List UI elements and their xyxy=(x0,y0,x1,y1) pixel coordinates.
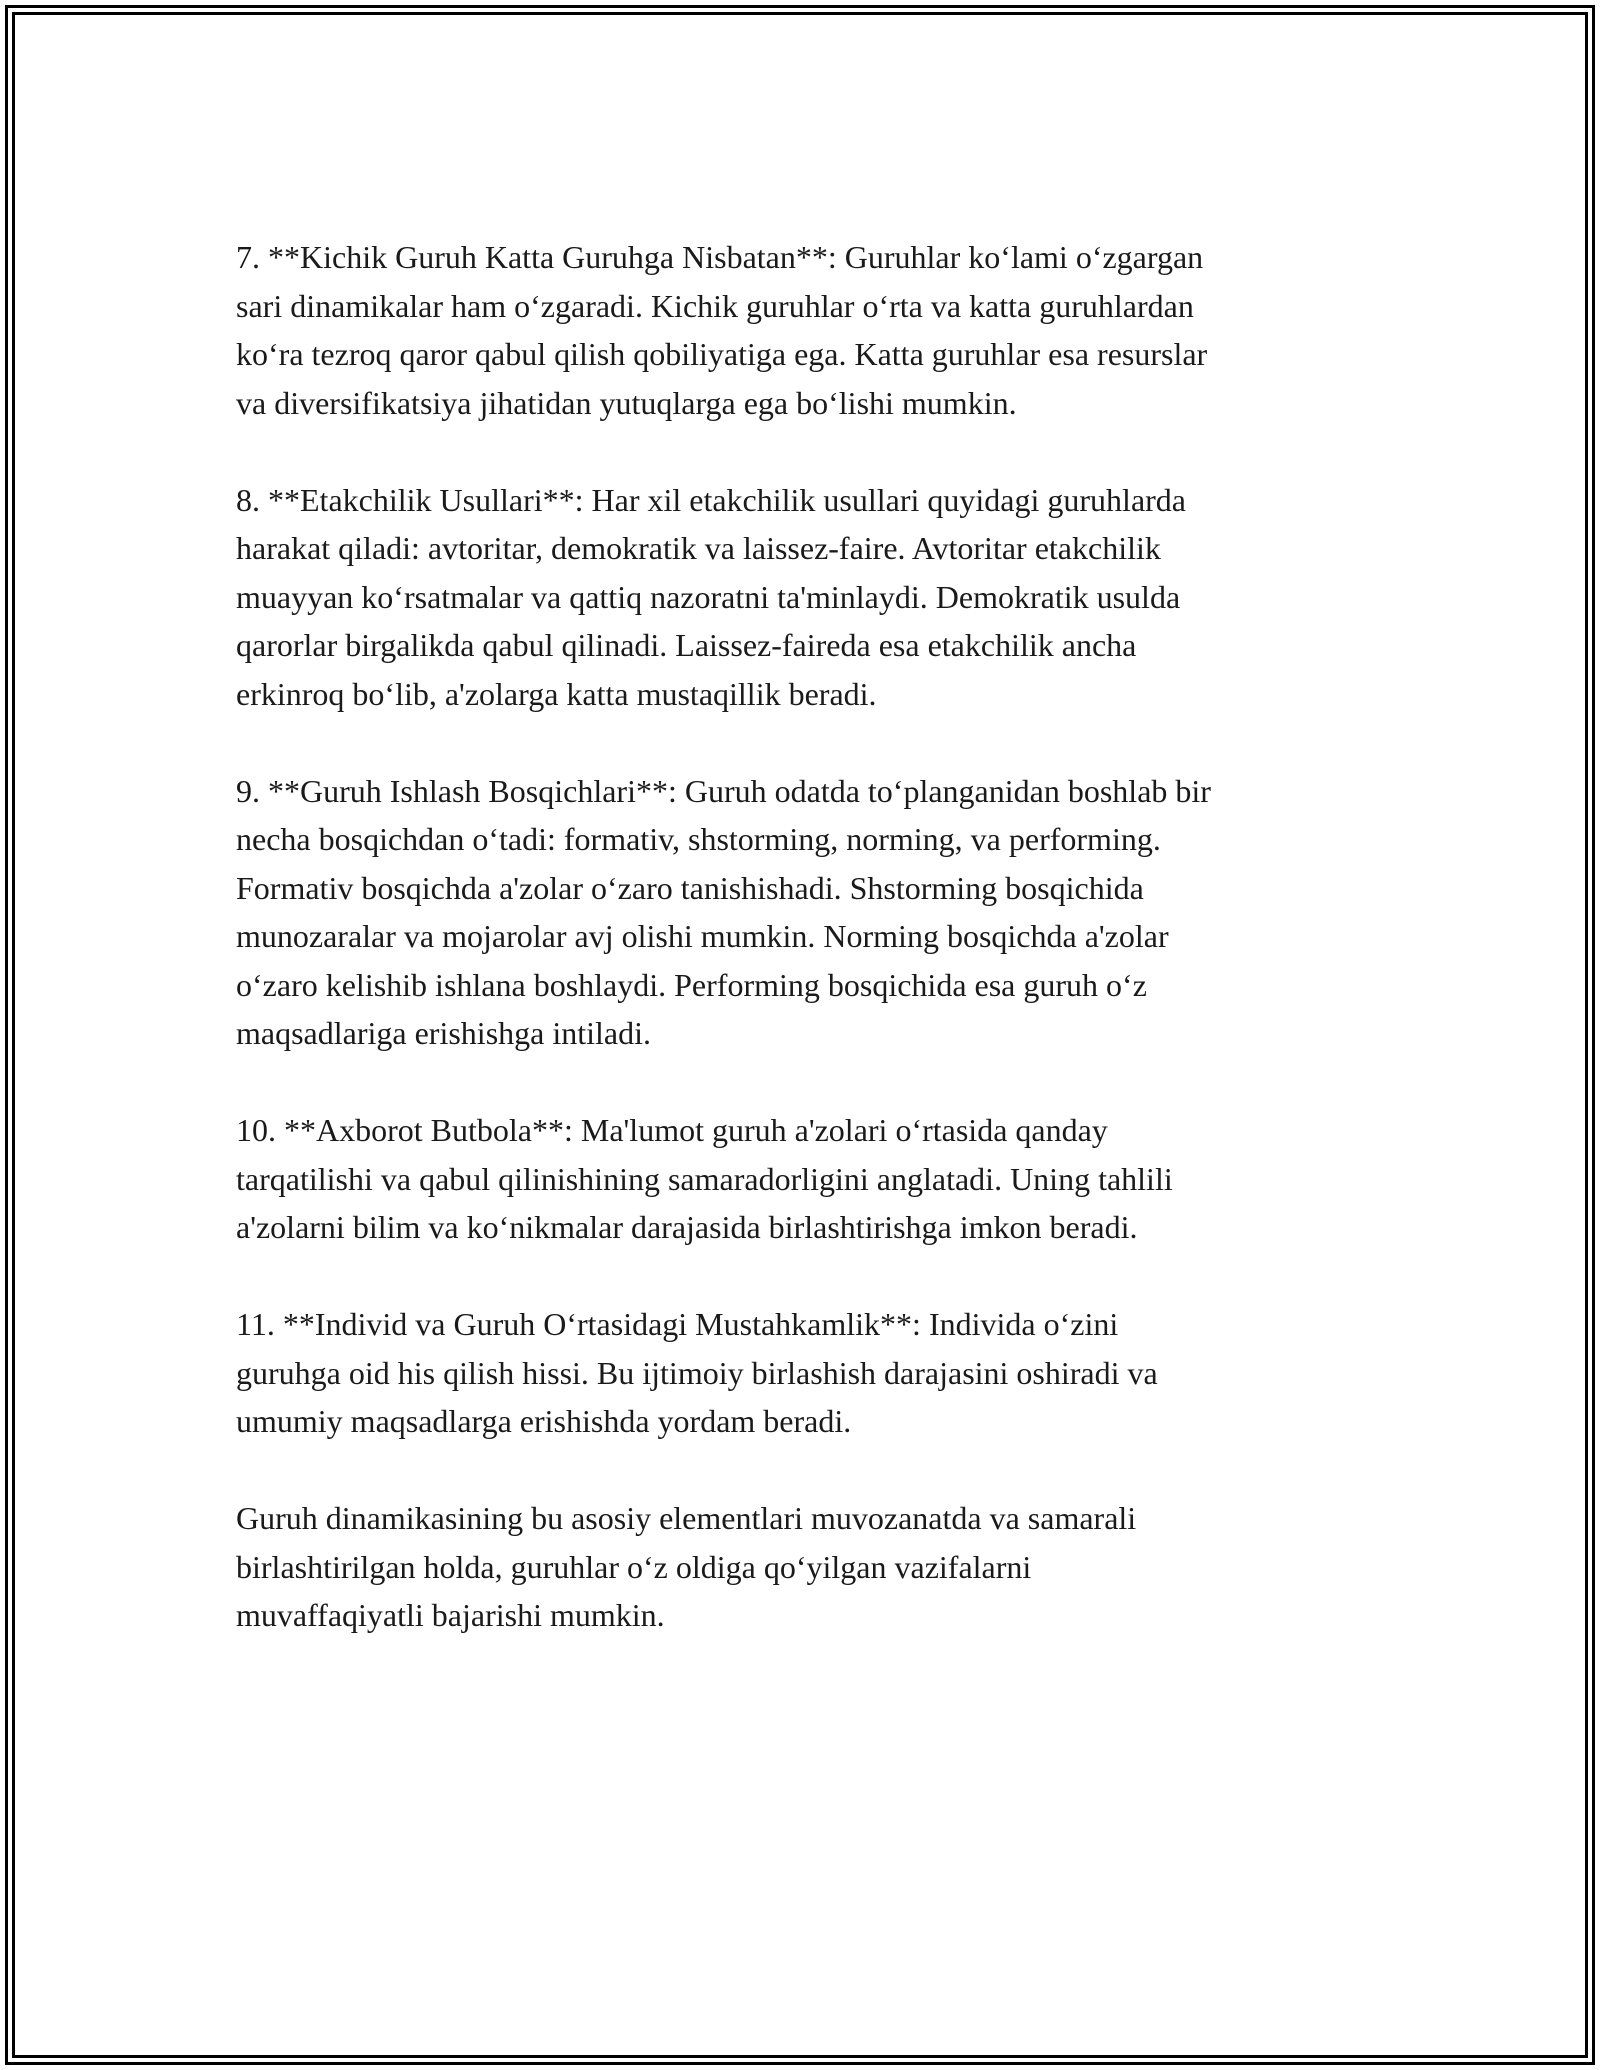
text-line: guruhga oid his qilish hissi. Bu ijtimoiy birlashish darajasini oshiradi va xyxy=(236,1354,1158,1391)
paragraph-item-10 xyxy=(236,1106,1376,1252)
text-line: necha bosqichdan o‘tadi: formativ, shstorming, norming, va performing. xyxy=(236,821,1161,857)
text-line: 8. **Etakchilik Usullari**: Har xil etakchilik usullari quyidagi guruhlarda xyxy=(236,481,1186,518)
text-line: tarqatilishi va qabul qilinishining samaradorligini anglatadi. Uning tahlili xyxy=(236,1160,1173,1197)
text-line: 11. **Individ va Guruh O‘rtasidagi Mustahkamlik**: Individa o‘zini xyxy=(236,1306,1119,1342)
paragraph-item-9 xyxy=(236,767,1376,1058)
text-line: a'zolarni bilim va ko‘nikmalar darajasida birlashtirishga imkon beradi. xyxy=(236,1209,1138,1245)
text-line: muvaffaqiyatli bajarishi mumkin. xyxy=(236,1597,665,1633)
text-line: Formativ bosqichda a'zolar o‘zaro tanishishadi. Shstorming bosqichida xyxy=(236,869,1144,906)
paragraph-item-7 xyxy=(236,233,1376,427)
text-line: muayyan ko‘rsatmalar va qattiq nazoratni ta'minlaydi. Demokratik usulda xyxy=(236,578,1181,615)
text-line: Guruh dinamikasining bu asosiy elementlari muvozanatda va samarali xyxy=(236,1500,1137,1536)
text-line: o‘zaro kelishib ishlana boshlaydi. Performing bosqichida esa guruh o‘z xyxy=(236,966,1147,1003)
text-line: 9. **Guruh Ishlash Bosqichlari**: Guruh odatda to‘planganidan boshlab bir xyxy=(236,772,1211,809)
paragraph-item-11 xyxy=(236,1300,1376,1446)
paragraph-item-8 xyxy=(236,476,1376,719)
text-line: qarorlar birgalikda qabul qilinadi. Laissez-faireda esa etakchilik ancha xyxy=(236,627,1137,663)
text-line: munozaralar va mojarolar avj olishi mumkin. Norming bosqichda a'zolar xyxy=(236,918,1169,954)
text-line: 7. **Kichik Guruh Katta Guruhga Nisbatan**: Guruhlar ko‘lami o‘zgargan xyxy=(236,239,1204,275)
text-line: 10. **Axborot Butbola**: Ma'lumot guruh a'zolari o‘rtasida qanday xyxy=(236,1112,1108,1148)
text-line: ko‘ra tezroq qaror qabul qilish qobiliyatiga ega. Katta guruhlar esa resurslar xyxy=(236,336,1208,372)
text-line: harakat qiladi: avtoritar, demokratik va laissez-faire. Avtoritar etakchilik xyxy=(236,530,1161,566)
text-line: sari dinamikalar ham o‘zgaradi. Kichik guruhlar o‘rta va katta guruhlardan xyxy=(236,287,1194,324)
document-body xyxy=(236,233,1376,1640)
text-line: erkinroq bo‘lib, a'zolarga katta mustaqillik beradi. xyxy=(236,675,877,712)
text-line: maqsadlariga erishishga intiladi. xyxy=(236,1015,651,1051)
text-line: birlashtirilgan holda, guruhlar o‘z oldiga qo‘yilgan vazifalarni xyxy=(236,1548,1032,1585)
text-line: umumiy maqsadlarga erishishda yordam beradi. xyxy=(236,1403,852,1439)
text-line: va diversifikatsiya jihatidan yutuqlarga ega bo‘lishi mumkin. xyxy=(236,384,1017,421)
paragraph-conclusion xyxy=(236,1494,1376,1640)
